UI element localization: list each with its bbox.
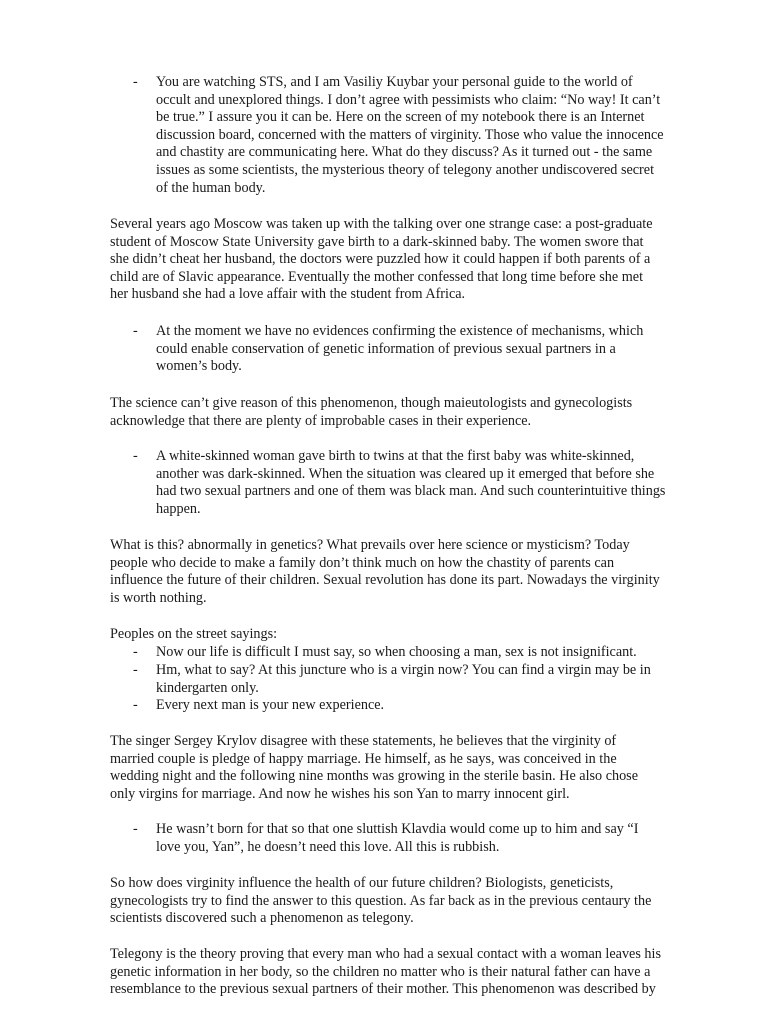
bullet-dash: -	[133, 644, 138, 660]
quote-bullet-street-2	[110, 662, 718, 697]
text-line: influence the future of their children. Sexual revolution has done its part. Nowadays the virginity	[110, 572, 660, 589]
bullet-dash: -	[133, 323, 138, 339]
paragraph-street-intro	[110, 626, 718, 644]
text-line: occult and unexplored things. I don’t agree with pessimists who claim: “No way! It can’t	[156, 91, 661, 108]
paragraph-virginity-health	[110, 875, 718, 928]
text-line: At the moment we have no evidences confirming the existence of mechanisms, which	[156, 323, 644, 339]
text-line: had two sexual partners and one of them was black man. And such counterintuitive things	[156, 483, 666, 500]
quote-bullet-twins	[110, 448, 718, 518]
bullet-text	[156, 323, 718, 376]
text-line: happen.	[156, 500, 201, 517]
text-line: A white-skinned woman gave birth to twins at that the first baby was white-skinned,	[156, 448, 635, 464]
bullet-dash: -	[133, 662, 138, 678]
text-line: genetic information in her body, so the children no matter who is their natural father can have a	[110, 963, 651, 980]
text-line: married couple is pledge of happy marriage. He himself, as he says, was conceived in the	[110, 750, 617, 767]
text-line: So how does virginity influence the health of our future children? Biologists, geneticists,	[110, 875, 614, 891]
quote-bullet-street-3	[110, 697, 718, 715]
paragraph-science	[110, 395, 718, 430]
bullet-text	[156, 662, 718, 697]
quote-bullet-yan	[110, 821, 718, 856]
text-line: love you, Yan”, he doesn’t need this love. All this is rubbish.	[156, 838, 500, 855]
text-line: be true.” I assure you it can be. Here on the screen of my notebook there is an Internet	[156, 109, 645, 126]
text-line: Now our life is difficult I must say, so when choosing a man, sex is not insignificant.	[156, 644, 637, 660]
text-line: kindergarten only.	[156, 679, 259, 696]
paragraph-genetics-question	[110, 537, 718, 607]
text-line: of the human body.	[156, 179, 266, 196]
text-line: Telegony is the theory proving that every man who had a sexual contact with a woman leaves his	[110, 946, 661, 962]
text-line: scientists discovered such a phenomenon as telegony.	[110, 910, 414, 927]
bullet-text	[156, 697, 718, 715]
text-line: He wasn’t born for that so that one sluttish Klavdia would come up to him and say “I	[156, 821, 639, 837]
bullet-dash: -	[133, 74, 138, 90]
quote-bullet-guide	[110, 74, 718, 197]
text-line: You are watching STS, and I am Vasiliy Kuybar your personal guide to the world of	[156, 74, 633, 90]
text-line: people who decide to make a family don’t think much on how the chastity of parents can	[110, 554, 615, 571]
bullet-text	[156, 644, 718, 662]
bullet-text	[156, 74, 718, 197]
text-line: issues as some scientists, the mysterious theory of telegony another undiscovered secret	[156, 161, 655, 178]
text-line: acknowledge that there are plenty of improbable cases in their experience.	[110, 412, 532, 429]
bullet-text	[156, 821, 718, 856]
text-line: only virgins for marriage. And now he wishes his son Yan to marry innocent girl.	[110, 785, 570, 802]
text-line: and chastity are communicating here. What do they discuss? As it turned out - the same	[156, 144, 653, 161]
text-line: Hm, what to say? At this juncture who is a virgin now? You can find a virgin may be in	[156, 662, 651, 678]
paragraph-moscow-case	[110, 216, 718, 304]
text-line: is worth nothing.	[110, 589, 207, 606]
text-line: student of Moscow State University gave birth to a dark-skinned baby. The women swore that	[110, 233, 644, 250]
text-line: she didn’t cheat her husband, the doctors were puzzled how it could happen if both parents of a	[110, 251, 651, 268]
text-line: child are of Slavic appearance. Eventually the mother confessed that long time before she met	[110, 268, 644, 285]
text-line: What is this? abnormally in genetics? What prevails over here science or mysticism? Today	[110, 537, 630, 553]
bullet-dash: -	[133, 821, 138, 837]
text-line: discussion board, concerned with the matters of virginity. Those who value the innocence	[156, 126, 664, 143]
quote-bullet-evidence	[110, 323, 718, 376]
text-line: The science can’t give reason of this phenomenon, though maieutologists and gynecologists	[110, 395, 633, 411]
bullet-dash: -	[133, 448, 138, 464]
text-line: Several years ago Moscow was taken up with the talking over one strange case: a post-graduate	[110, 216, 653, 232]
text-line: women’s body.	[156, 358, 242, 375]
text-line: wedding night and the following nine months was growing in the sterile basin. He also chose	[110, 768, 638, 785]
text-line: another was dark-skinned. When the situation was cleared up it emerged that before she	[156, 465, 655, 482]
text-line: resemblance to the previous sexual partners of their mother. This phenomenon was described by	[110, 981, 656, 998]
paragraph-telegony-definition	[110, 946, 718, 999]
text-line: Every next man is your new experience.	[156, 697, 385, 713]
text-line: gynecologists try to find the answer to this question. As far back as in the previous centaury the	[110, 892, 652, 909]
bullet-dash: -	[133, 697, 138, 713]
text-line: The singer Sergey Krylov disagree with these statements, he believes that the virginity of	[110, 733, 617, 749]
quote-bullet-street-1	[110, 644, 718, 662]
text-line: could enable conservation of genetic information of previous sexual partners in a	[156, 340, 616, 357]
text-line: her husband she had a love affair with the student from Africa.	[110, 286, 466, 303]
text-line: Peoples on the street sayings:	[110, 626, 278, 642]
paragraph-krylov	[110, 733, 718, 803]
bullet-text	[156, 448, 718, 518]
